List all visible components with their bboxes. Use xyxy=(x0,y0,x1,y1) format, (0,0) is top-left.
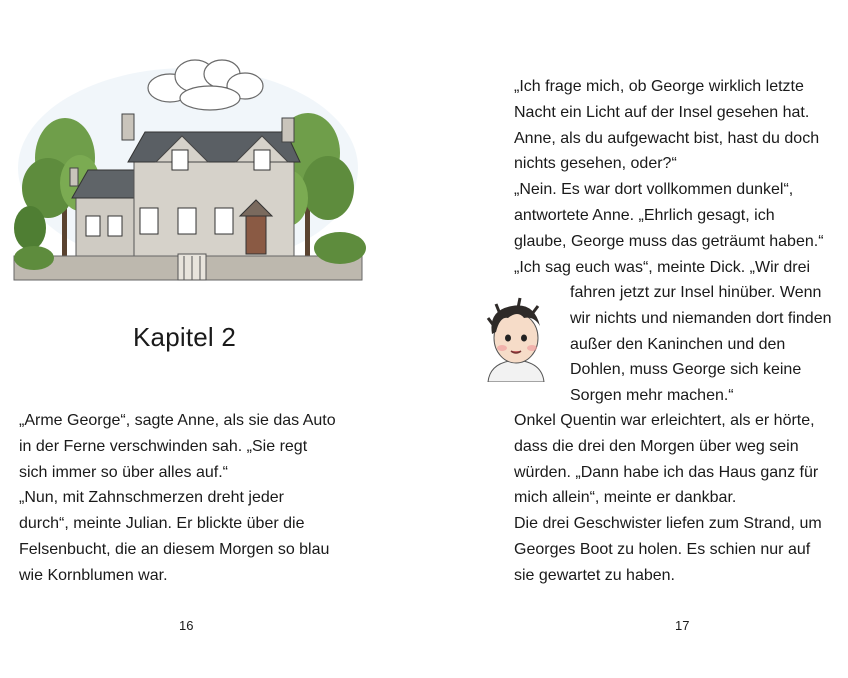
text-line: Felsenbucht, die an diesem Morgen so blau xyxy=(19,540,330,558)
text-line: durch“, meinte Julian. Er blickte über die xyxy=(19,515,305,533)
text-line: wir nichts und niemanden dort finden xyxy=(570,309,832,327)
right-paragraph-bottom xyxy=(514,408,822,589)
text-line: glaube, George muss das geträumt haben.“ xyxy=(514,232,824,250)
text-line: sich immer so über alles auf.“ xyxy=(19,463,228,481)
text-line: „Arme George“, sagte Anne, als sie das Auto xyxy=(19,412,336,429)
right-page xyxy=(424,0,848,678)
boy-illustration xyxy=(478,296,554,382)
cottage-illustration xyxy=(10,48,366,284)
text-line: „Ich sag euch was“, meinte Dick. „Wir drei xyxy=(514,258,811,276)
text-line: Dohlen, muss George sich keine xyxy=(570,361,802,379)
text-line: „Nein. Es war dort vollkommen dunkel“, xyxy=(514,181,794,199)
text-line: Georges Boot zu holen. Es schien nur auf xyxy=(514,540,811,558)
text-line: fahren jetzt zur Insel hinüber. Wenn xyxy=(570,284,822,301)
text-line: Onkel Quentin war erleichtert, als er hörte, xyxy=(514,412,815,429)
text-line: Die drei Geschwister liefen zum Strand, um xyxy=(514,515,822,533)
right-paragraph-indented xyxy=(570,280,832,409)
text-line: „Ich frage mich, ob George wirklich letzte xyxy=(514,78,804,95)
left-paragraph xyxy=(19,408,336,589)
right-paragraph-top xyxy=(514,74,824,280)
text-line: würden. „Dann habe ich das Haus ganz für xyxy=(514,463,819,481)
text-line: Sorgen mehr machen.“ xyxy=(570,387,734,405)
text-line: wie Kornblumen war. xyxy=(19,566,168,584)
page-number: 17 xyxy=(675,618,690,633)
text-line: außer den Kaninchen und den xyxy=(570,335,786,353)
text-line: dass die drei den Morgen über weg sein xyxy=(514,437,799,455)
text-line: sie gewartet zu haben. xyxy=(514,566,675,584)
text-line: „Nun, mit Zahnschmerzen dreht jeder xyxy=(19,489,284,507)
page-number: 16 xyxy=(179,618,194,633)
stone-wall xyxy=(14,254,362,280)
text-line: Nacht ein Licht auf der Insel gesehen hat. xyxy=(514,103,810,121)
text-line: nichts gesehen, oder?“ xyxy=(514,155,677,173)
chapter-title: Kapitel 2 xyxy=(133,322,236,352)
text-line: mich allein“, meinte er dankbar. xyxy=(514,489,737,507)
text-line: in der Ferne verschwinden sah. „Sie regt xyxy=(19,437,308,455)
text-line: antwortete Anne. „Ehrlich gesagt, ich xyxy=(514,206,775,224)
text-line: Anne, als du aufgewacht bist, hast du doch xyxy=(514,129,820,147)
